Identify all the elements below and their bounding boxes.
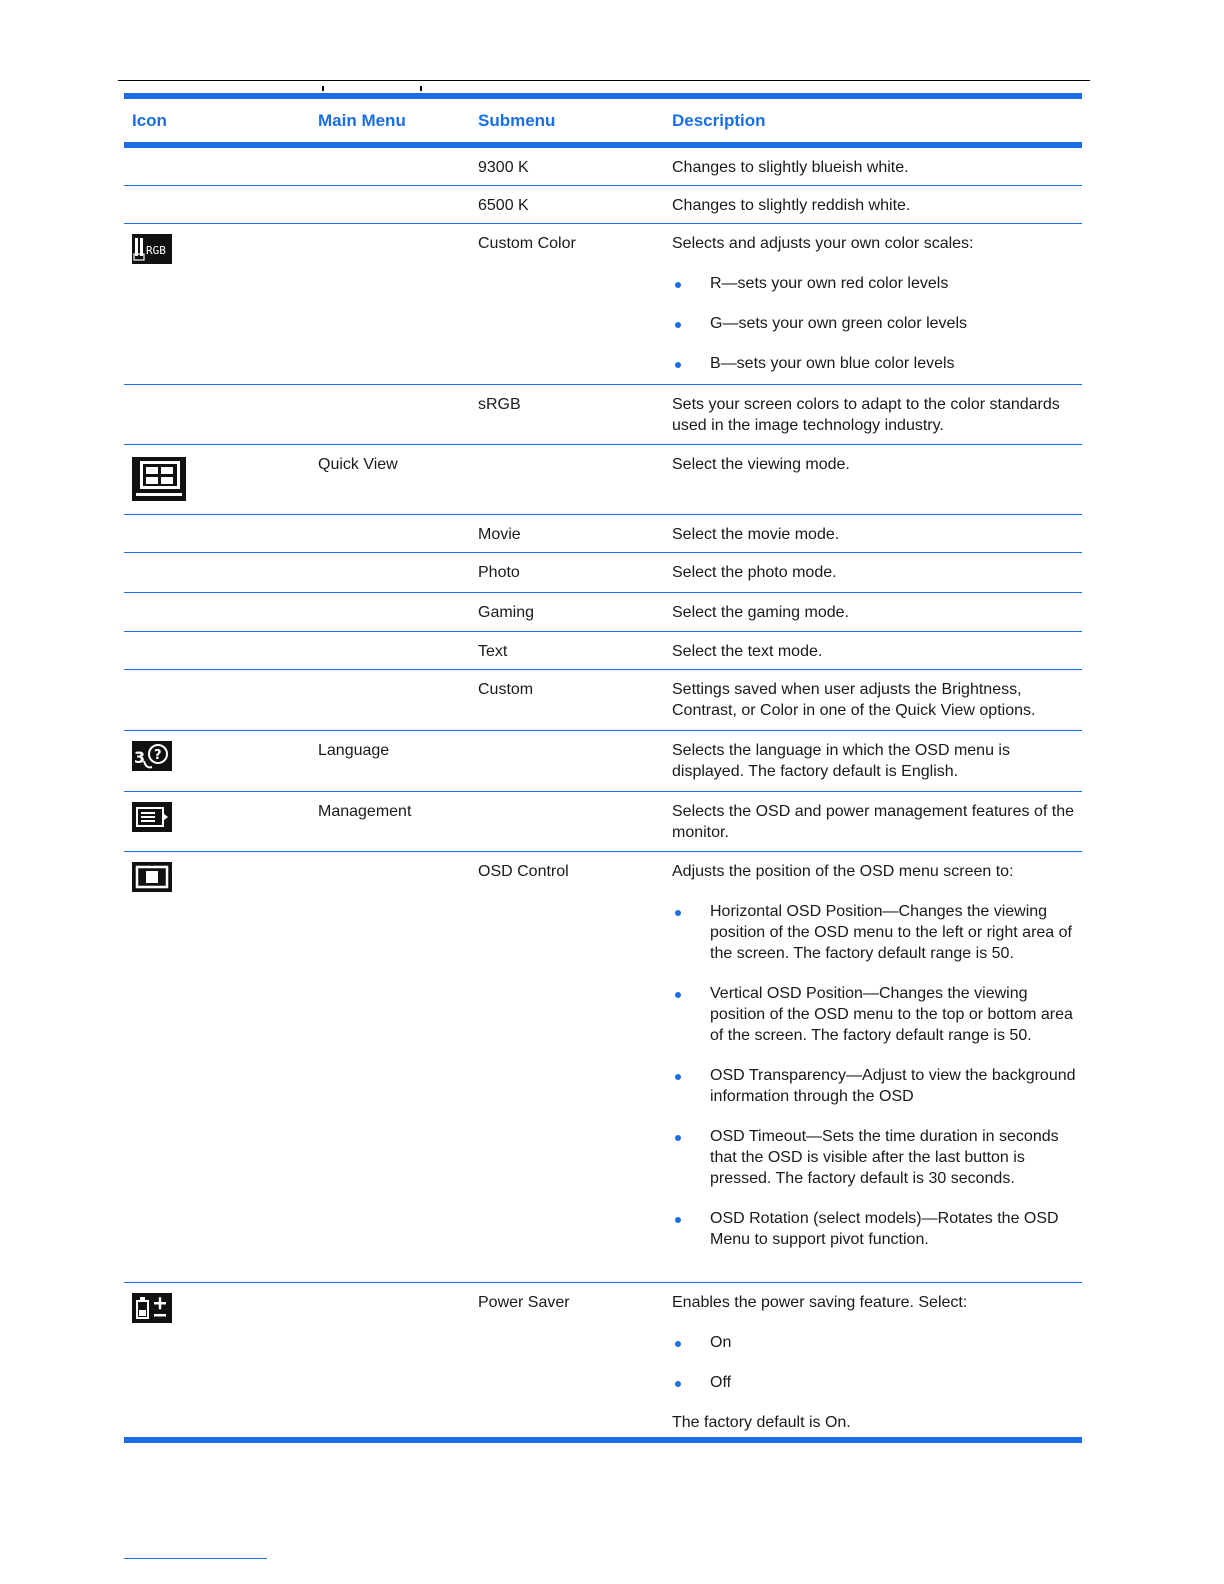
submenu-cell: Gaming	[478, 604, 535, 621]
submenu-cell: Custom Color	[478, 235, 576, 252]
table-row	[124, 445, 1082, 515]
bullet-item: Vertical OSD Position—Changes the viewing position of the OSD menu to the top or bottom area of the screen. The factory default range is 50.	[672, 983, 1078, 1046]
bullet-list	[672, 273, 1078, 374]
svg-text:3: 3	[134, 748, 146, 767]
submenu-cell: 9300 K	[478, 159, 529, 176]
table-row	[124, 792, 1082, 852]
table-row	[124, 632, 1082, 670]
table-row	[124, 385, 1082, 445]
svg-text:?: ?	[154, 748, 162, 763]
submenu-cell: Movie	[478, 526, 521, 543]
svg-text:RGB: RGB	[146, 244, 166, 257]
bullet-item: R—sets your own red color levels	[672, 273, 1078, 294]
description-cell: Select the gaming mode.	[672, 604, 849, 621]
table-row	[124, 593, 1082, 632]
description-cell: Select the photo mode.	[672, 564, 837, 581]
bullet-item: B—sets your own blue color levels	[672, 353, 1078, 374]
osd-control-icon	[132, 862, 172, 898]
submenu-cell: Custom	[478, 681, 534, 698]
submenu-cell: Text	[478, 643, 508, 660]
table-bottom-bar	[124, 1437, 1082, 1443]
bullet-item: G—sets your own green color levels	[672, 313, 1078, 334]
header-icon: Icon	[132, 110, 167, 130]
description-cell: Select the text mode.	[672, 643, 823, 660]
table-row	[124, 852, 1082, 1283]
description-cell: Sets your screen colors to adapt to the color standards used in the image technology industry.	[672, 396, 1060, 434]
table-row	[124, 553, 1082, 593]
rgb-color-icon	[132, 234, 172, 270]
main-menu-cell: Language	[318, 742, 390, 759]
main-menu-cell: Quick View	[318, 456, 398, 473]
description-cell: Changes to slightly reddish white.	[672, 197, 911, 214]
description-cell: Select the viewing mode.	[672, 456, 850, 473]
header-main-menu: Main Menu	[318, 110, 406, 130]
table-row	[124, 1283, 1082, 1437]
header-description: Description	[672, 110, 766, 130]
table-row	[124, 670, 1082, 731]
osd-menu-table	[124, 93, 1082, 1443]
submenu-cell: Photo	[478, 564, 520, 581]
language-icon	[132, 741, 172, 777]
table-row	[124, 224, 1082, 385]
table-row	[124, 515, 1082, 553]
submenu-cell: sRGB	[478, 396, 521, 413]
bullet-item: OSD Timeout—Sets the time duration in seconds that the OSD is visible after the last button is pressed. The factory default is 30 seconds.	[672, 1126, 1078, 1189]
power-saver-icon	[132, 1293, 172, 1329]
bullet-item: On	[672, 1332, 1078, 1353]
main-menu-cell: Management	[318, 803, 412, 820]
header-tick-mark	[420, 86, 422, 91]
description-cell: Enables the power saving feature. Select:	[672, 1294, 968, 1311]
management-icon	[132, 802, 172, 838]
table-header-row	[124, 99, 1082, 142]
description-cell: Selects the OSD and power management features of the monitor.	[672, 803, 1075, 841]
description-cell: Settings saved when user adjusts the Brightness, Contrast, or Color in one of the Quick View options.	[672, 681, 1036, 719]
submenu-cell: Power Saver	[478, 1294, 570, 1311]
header-submenu: Submenu	[478, 110, 556, 130]
bullet-list	[672, 1332, 1078, 1393]
bullet-item: OSD Rotation (select models)—Rotates the OSD Menu to support pivot function.	[672, 1208, 1078, 1250]
submenu-cell: 6500 K	[478, 197, 529, 214]
description-cell: Changes to slightly blueish white.	[672, 159, 909, 176]
description-cell: Selects and adjusts your own color scales:	[672, 235, 974, 252]
bullet-item: Off	[672, 1372, 1078, 1393]
quick-view-icon	[132, 455, 186, 507]
page-top-rule	[118, 80, 1090, 81]
table-row	[124, 148, 1082, 186]
bullet-item: Horizontal OSD Position—Changes the viewing position of the OSD menu to the left or right area of the screen. The factory default range is 50.	[672, 901, 1078, 964]
submenu-cell: OSD Control	[478, 863, 569, 880]
description-cell: Adjusts the position of the OSD menu screen to:	[672, 863, 1014, 880]
description-cell: Select the movie mode.	[672, 526, 840, 543]
footnote-rule	[124, 1558, 267, 1559]
header-tick-mark	[322, 86, 324, 91]
bullet-list	[672, 901, 1078, 1250]
bullet-item: OSD Transparency—Adjust to view the background information through the OSD	[672, 1065, 1078, 1107]
table-row	[124, 186, 1082, 224]
table-row	[124, 731, 1082, 792]
description-cell: Selects the language in which the OSD menu is displayed. The factory default is English.	[672, 742, 1010, 780]
description-note: The factory default is On.	[672, 1414, 851, 1431]
